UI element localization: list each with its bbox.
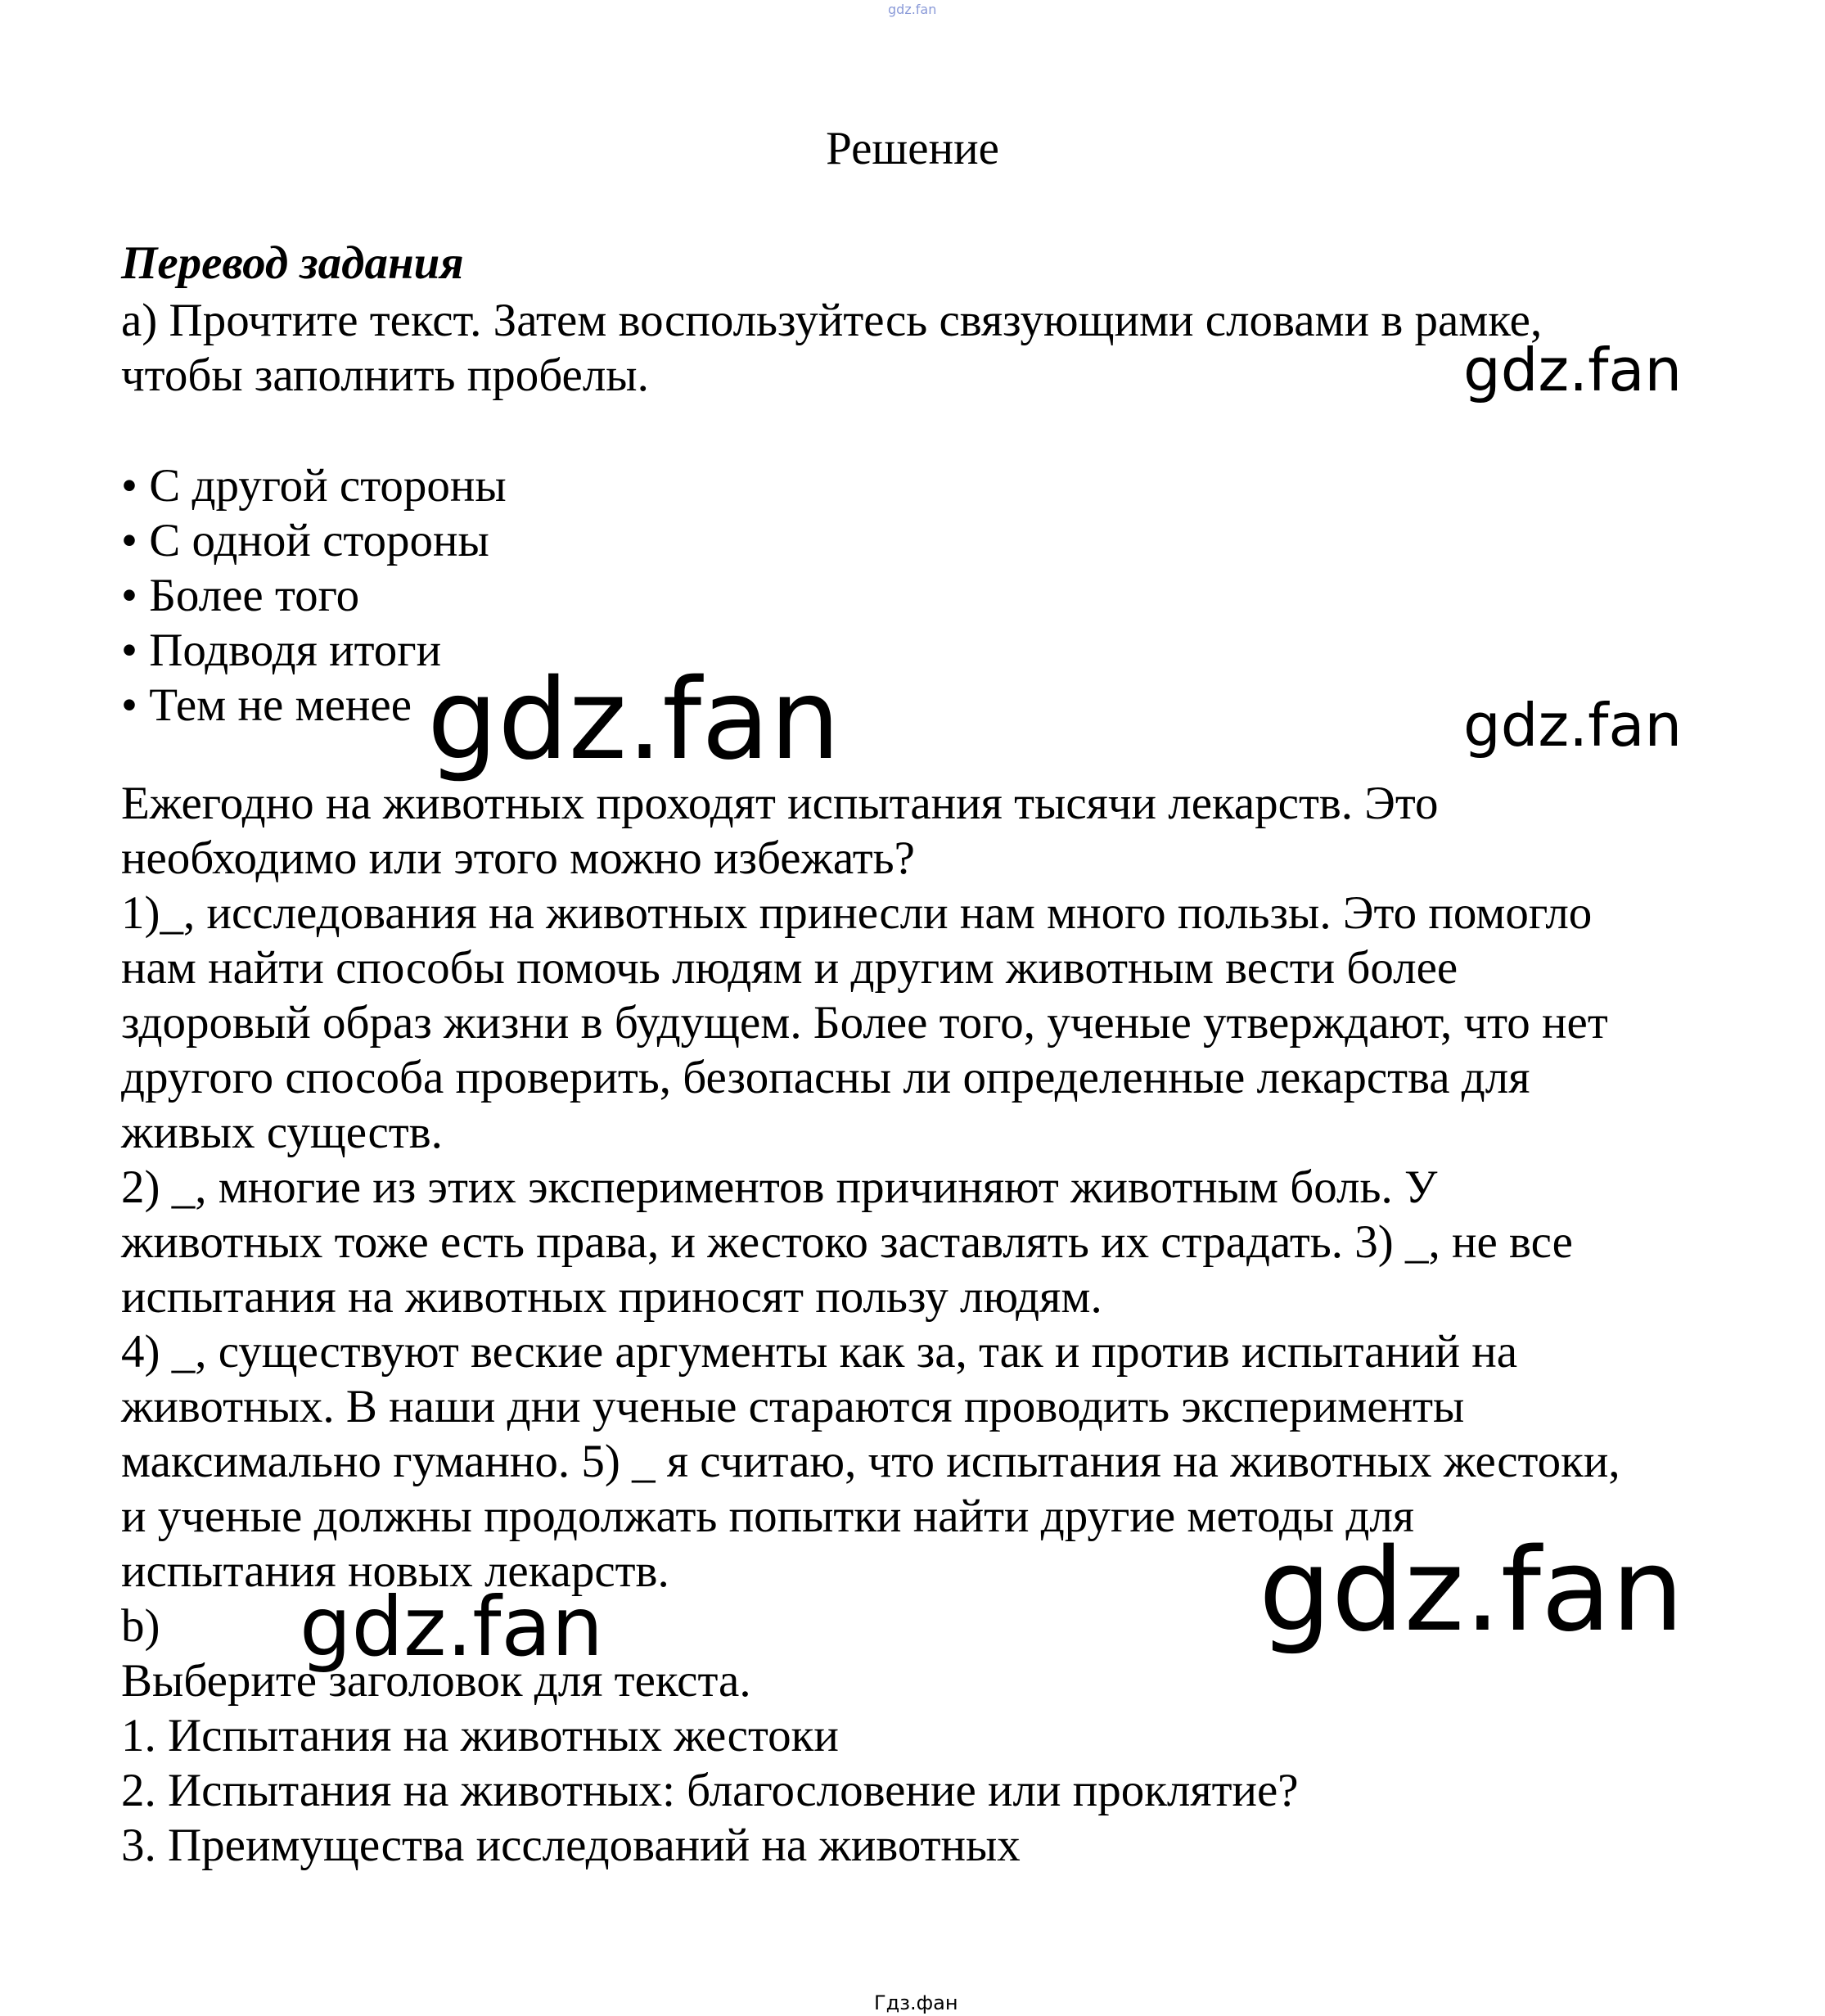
text-line: другого способа проверить, безопасны ли определенные лекарства для [121,1052,1530,1103]
bullet-item: • Более того [121,570,360,621]
task-b-line: 1. Испытания на животных жестоки [121,1710,839,1761]
task-a-line: a) Прочтите текст. Затем воспользуйтесь связующими словами в рамке, [121,295,1543,346]
bullet-item: • С другой стороны [121,460,507,512]
bullet-item: • С одной стороны [121,515,489,566]
footer-text: Гдз.фан [874,1991,958,2014]
text-line: необходимо или этого можно избежать? [121,832,915,884]
watermark-text: gdz.fan [1463,691,1683,760]
text-line: максимально гуманно. 5) _ я считаю, что испытания на животных жестоки, [121,1436,1620,1487]
text-line: испытания новых лекарств. [121,1545,669,1597]
watermark-text: gdz.fan [1463,336,1683,404]
bullet-item: • Тем не менее [121,679,412,731]
text-line: Ежегодно на животных проходят испытания тысячи лекарств. Это [121,778,1439,829]
text-line: здоровый образ жизни в будущем. Более того, ученые утверждают, что нет [121,997,1608,1049]
text-line: нам найти способы помочь людям и другим животным вести более [121,942,1458,994]
watermark-text: gdz.fan [427,656,840,785]
text-line: испытания на животных приносят пользу людям. [121,1271,1102,1323]
text-line: живых существ. [121,1107,443,1158]
watermark-text: gdz.fan [300,1579,604,1675]
task-b-line: 2. Испытания на животных: благословение или проклятие? [121,1765,1299,1816]
text-line: и ученые должны продолжать попытки найти другие методы для [121,1491,1415,1542]
text-line: 2) _, многие из этих экспериментов причиняют животным боль. У [121,1161,1438,1213]
task-b-line: 3. Преимущества исследований на животных [121,1820,1021,1871]
bullet-item: • Подводя итоги [121,625,442,676]
text-line: 1)_, исследования на животных принесли нам много пользы. Это помогло [121,887,1593,939]
task-b-label: b) [121,1600,160,1652]
section-heading: Перевод задания [121,237,464,289]
text-line: животных. В наши дни ученые стараются проводить эксперименты [121,1381,1465,1432]
text-line: 4) _, существуют веские аргументы как за, так и против испытаний на [121,1326,1518,1378]
task-a-line: чтобы заполнить пробелы. [121,350,649,401]
task-b-line: Выберите заголовок для текста. [121,1655,751,1707]
header-watermark: gdz.fan [888,2,937,17]
page-title: Решение [826,123,999,174]
watermark-text: gdz.fan [1259,1524,1684,1657]
text-line: животных тоже есть права, и жестоко заставлять их страдать. 3) _, не все [121,1216,1573,1268]
